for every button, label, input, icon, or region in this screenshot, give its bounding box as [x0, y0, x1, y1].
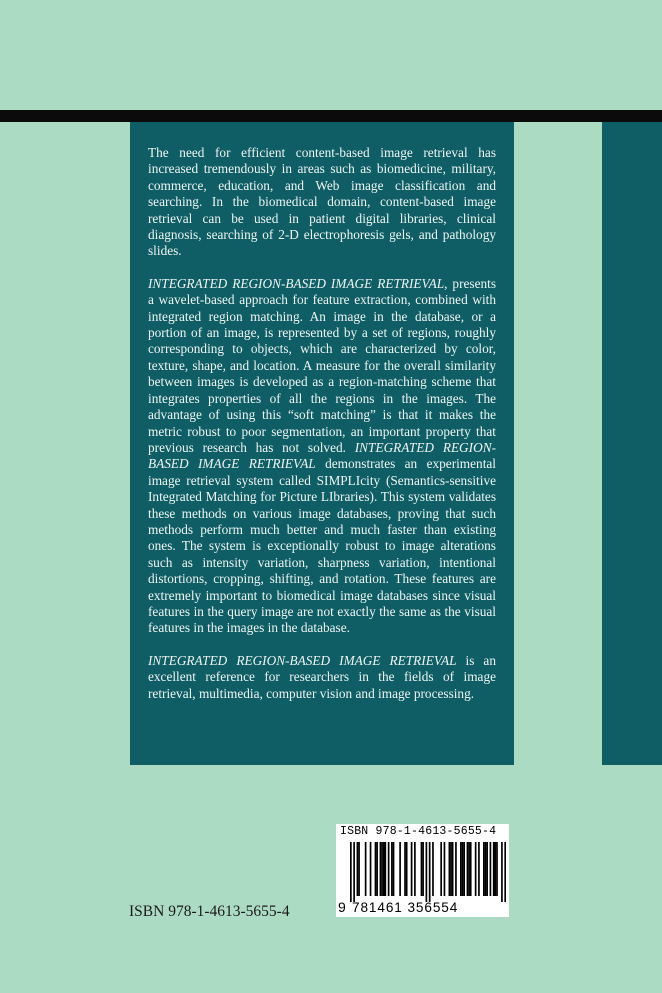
barcode-bar [406, 842, 408, 896]
book-title-italic: INTEGRATED REGION-BASED IMAGE RETRIEVAL [148, 652, 457, 668]
barcode-digits: 781461 356554 [352, 900, 459, 915]
barcode-bar [449, 842, 451, 896]
barcode-isbn-label: ISBN 978-1-4613-5655-4 [340, 825, 497, 838]
barcode-bar [495, 842, 497, 896]
barcode-bar [380, 842, 382, 896]
barcode-bar [496, 842, 498, 896]
description-panel [130, 122, 514, 765]
barcode-bar [490, 842, 492, 896]
barcode-lead-digit: 9 [338, 899, 346, 915]
intro-paragraph: The need for efficient content-based image retrieval has increased tremendously in areas such as biomedicine, military, commerce, education, and Web image classification and searching. In the biomedical domain, content-based image retrieval can be used in patient digital libraries, clinical diagnosis, searching of 2-D electrophoresis gels, and pathology slides. [148, 145, 496, 259]
barcode-bar [483, 842, 485, 896]
barcode-bar [475, 842, 477, 896]
barcode-bar [455, 842, 457, 896]
barcode-bar [365, 842, 367, 896]
barcode [336, 824, 509, 917]
barcode-bar [470, 842, 472, 896]
reference-text: is an excellent reference for researchers in the fields of image retrieval, multimedia, computer vision and image processing. [148, 652, 496, 701]
barcode-bar [429, 842, 431, 902]
barcode-bar [504, 842, 506, 902]
barcode-bar [381, 842, 383, 896]
barcode-bar [411, 842, 413, 896]
barcode-bar [422, 842, 424, 896]
isbn-label: ISBN 978-1-4613-5655-4 [129, 903, 290, 920]
reference-paragraph [148, 653, 496, 702]
top-black-stripe [0, 110, 662, 122]
barcode-bar [391, 842, 393, 896]
barcode-bars [350, 842, 506, 902]
barcode-bar [404, 842, 406, 896]
barcode-bar [421, 842, 423, 896]
approach-paragraph [148, 276, 496, 637]
barcode-bar [388, 842, 390, 896]
barcode-bar [393, 842, 395, 896]
barcode-bar [452, 842, 454, 896]
barcode-bar [399, 842, 401, 896]
barcode-bar [501, 842, 503, 902]
approach-text-b: demonstrates an experimental image retrieval system called SIMPLIcity (Semantics-sensitive Integrated Matching for Picture LIbraries). This system validates these methods on various image databases, proving that such methods perform much better and much faster than existing ones. The system is exceptionally robust to image alterations such as intensity variation, sharpness variation, intentional distortions, cropping, shifting, and rotation. These features are extremely important to biomedical image databases since visual features in the query image are not exactly the same as the visual features in the images in the database. [148, 456, 496, 636]
barcode-bar [485, 842, 487, 896]
barcode-bar [460, 842, 462, 896]
barcode-bar [478, 842, 480, 896]
barcode-bar [357, 842, 359, 896]
barcode-bar [383, 842, 385, 896]
spine-teal-panel [602, 122, 662, 765]
barcode-bar [468, 842, 470, 896]
approach-text-a: , presents a wavelet-based approach for feature extraction, combined with integrated region matching. An image in the database, or a portion of an image, is represented by a set of regions, roughly corresponding to objects, which are characterized by color, texture, shape, and location. A measure for the overall similarity between images is developed as a region-matching scheme that integrates properties of all the regions in the images. The advantage of using this “soft matching” is that it makes the metric robust to poor segmentation, an important property that previous research has not solved. [148, 275, 496, 455]
barcode-bar [462, 842, 464, 896]
barcode-bar [444, 842, 446, 896]
barcode-bar [414, 842, 416, 896]
barcode-bar [467, 842, 469, 896]
barcode-bar [432, 842, 434, 896]
book-title-italic: INTEGRATED REGION-BASED IMAGE RETRIEVAL [148, 275, 445, 291]
barcode-bar [463, 842, 465, 896]
barcode-bar [384, 842, 386, 896]
barcode-bar [350, 842, 352, 902]
barcode-bar [486, 842, 488, 896]
barcode-bar [376, 842, 378, 896]
barcode-bar [353, 842, 355, 902]
barcode-bar [375, 842, 377, 896]
book-title-italic: INTEGRATED REGION-BASED IMAGE RETRIEVAL [148, 439, 496, 472]
barcode-bar [493, 842, 495, 896]
barcode-bar [370, 842, 372, 896]
barcode-bar [450, 842, 452, 896]
barcode-bar [358, 842, 360, 896]
barcode-bar [426, 842, 428, 902]
barcode-bar [440, 842, 442, 896]
